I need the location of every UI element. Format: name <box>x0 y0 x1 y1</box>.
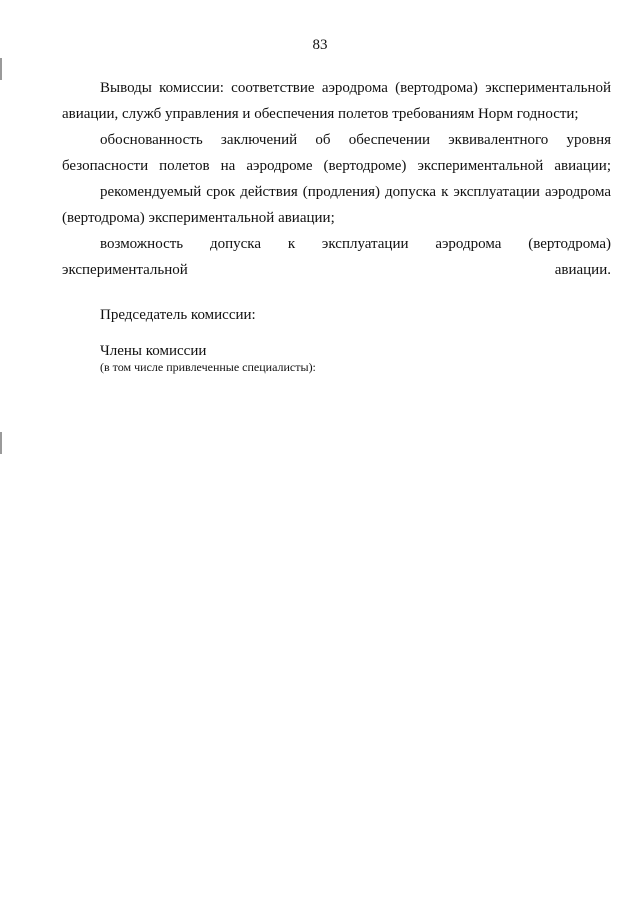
chairman-label: Председатель комиссии: <box>100 307 256 323</box>
page-edge-mark-top <box>0 58 2 80</box>
members-note: (в том числе привлеченные специалисты): <box>100 360 316 374</box>
paragraph-admission-possibility: возможность допуска к эксплуатации аэродрома (вертодрома) экспериментальной авиации. <box>62 236 611 278</box>
page-edge-mark-bottom <box>0 432 2 454</box>
paragraph-safety-justification: обоснованность заключений об обеспечении эквивалентного уровня безопасности полетов на аэродроме (вертодроме) экспериментальной авиации; <box>62 132 611 174</box>
paragraph-recommended-term: рекомендуемый срок действия (продления) допуска к эксплуатации аэродрома (вертодрома) экспериментальной авиации; <box>62 184 611 226</box>
paragraph-commission-conclusions: Выводы комиссии: соответствие аэродрома (вертодрома) экспериментальной авиации, служб управления и обеспечения полетов требованиям Норм годности; <box>62 80 611 122</box>
document-body <box>62 75 611 374</box>
page-number: 83 <box>312 37 328 53</box>
members-block <box>62 342 611 374</box>
members-label: Члены комиссии <box>100 343 207 359</box>
